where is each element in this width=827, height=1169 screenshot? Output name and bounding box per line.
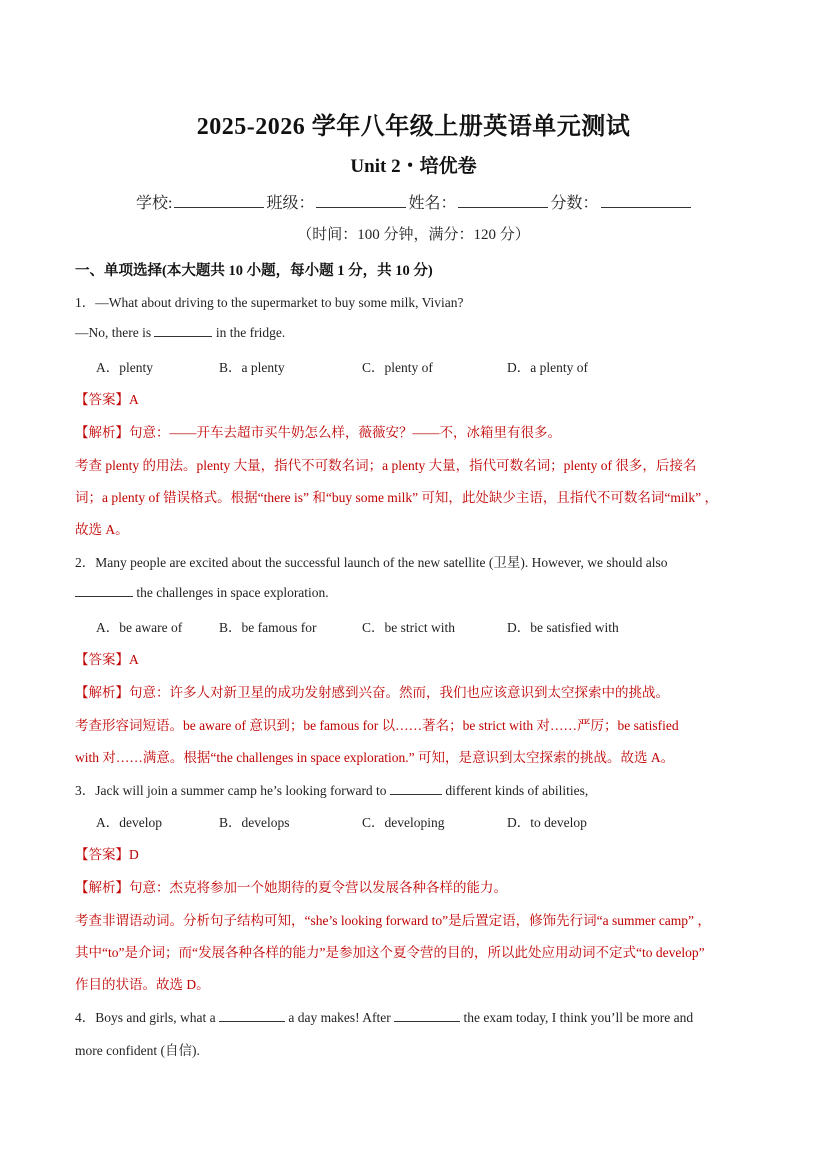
- q1-option-a: A．plenty: [96, 360, 153, 375]
- q1-option-d: D．a plenty of: [507, 360, 588, 375]
- page-subtitle: Unit 2・培优卷: [350, 156, 477, 177]
- q2-blank: [75, 584, 133, 597]
- q2-stem-post: the challenges in space exploration.: [133, 585, 329, 600]
- q1-analysis-3: 词；a plenty of 错误格式。根据“there is” 和“buy some milk” 可知，此处缺少主语，且指代不可数名词“milk” ，: [75, 490, 719, 505]
- q1-answer: 【答案】A: [75, 392, 139, 407]
- q1-analysis-1: [75, 421, 561, 441]
- q4-stem-mid: a day makes! After: [285, 1010, 395, 1025]
- q1-analysis-tag: 【解析】: [75, 425, 129, 440]
- q1-analysis-2: 考查 plenty 的用法。plenty 大量，指代不可数名词；a plenty 大量，指代可数名词；plenty of 很多，后接名: [75, 458, 697, 473]
- q3-analysis-4: 作目的状语。故选 D。: [75, 977, 210, 992]
- q1-option-b: B．a plenty: [219, 360, 285, 375]
- name-blank[interactable]: [458, 193, 548, 208]
- q3-stem-pre: 3．Jack will join a summer camp he’s looking forward to: [75, 783, 390, 798]
- section-heading: 一、单项选择(本大题共 10 小题，每小题 1 分，共 10 分): [75, 263, 433, 279]
- q1-reply-pre: —No, there is: [75, 325, 155, 340]
- q3-option-a: A．develop: [96, 815, 162, 830]
- q1-analysis-meaning: 句意：——开车去超市买牛奶怎么样，薇薇安？——不，冰箱里有很多。: [129, 425, 561, 440]
- q1-reply-post: in the fridge.: [212, 325, 286, 340]
- page-title: 2025-2026 学年八年级上册英语单元测试: [196, 114, 631, 140]
- q2-analysis-2: 考查形容词短语。be aware of 意识到；be famous for 以……著名；be strict with 对……严厉；be satisfied: [75, 718, 679, 733]
- q3-analysis-2: 考查非谓语动词。分析句子结构可知，“she’s looking forward to”是后置定语，修饰先行词“a summer camp” ，: [75, 913, 711, 928]
- q3-stem-post: different kinds of abilities,: [441, 783, 589, 798]
- q2-stem-2: [75, 584, 329, 601]
- q3-analysis-tag: 【解析】: [75, 880, 129, 895]
- q1-analysis-4: 故选 A。: [75, 522, 129, 537]
- q3-answer: 【答案】D: [75, 847, 139, 862]
- q4-blank-1: [219, 1009, 285, 1022]
- q2-option-a: A．be aware of: [96, 620, 183, 635]
- q2-analysis-3: with 对……满意。根据“the challenges in space exploration.” 可知，是意识到太空探索的挑战。故选 A。: [75, 750, 675, 765]
- school-label: 学校:: [136, 195, 173, 212]
- q1-option-c: C．plenty of: [362, 360, 433, 375]
- q2-stem: 2．Many people are excited about the successful launch of the new satellite (卫星). However, we should also: [75, 555, 668, 570]
- q2-option-c: C．be strict with: [362, 620, 455, 635]
- q2-option-d: D．be satisfied with: [507, 620, 619, 635]
- q3-analysis-1: [75, 876, 507, 896]
- q2-analysis-tag: 【解析】: [75, 685, 129, 700]
- q1-blank: [154, 324, 212, 337]
- q2-answer: 【答案】A: [75, 652, 139, 667]
- q3-option-b: B．develops: [219, 815, 290, 830]
- score-blank[interactable]: [601, 193, 691, 208]
- q2-analysis-1: [75, 681, 669, 701]
- q3-option-d: D．to develop: [507, 815, 587, 830]
- q3-stem: [75, 779, 588, 799]
- score-label: 分数：: [550, 195, 599, 212]
- q4-stem-post: the exam today, I think you’ll be more and: [460, 1010, 694, 1025]
- q3-analysis-meaning: 句意：杰克将参加一个她期待的夏令营以发展各种各样的能力。: [129, 880, 507, 895]
- q4-blank-2: [394, 1009, 460, 1022]
- q3-analysis-3: 其中“to”是介词；而“发展各种各样的能力”是参加这个夏令营的目的，所以此处应用动词不定式“to develop”: [75, 945, 705, 960]
- school-blank[interactable]: [174, 193, 264, 208]
- class-blank[interactable]: [316, 193, 406, 208]
- q2-option-b: B．be famous for: [219, 620, 317, 635]
- q1-reply: [75, 324, 285, 341]
- q3-option-c: C．developing: [362, 815, 445, 830]
- time-info: （时间：100 分钟，满分：120 分）: [297, 227, 530, 243]
- q4-stem-2: more confident (自信).: [75, 1043, 200, 1058]
- q1-stem: 1．—What about driving to the supermarket to buy some milk, Vivian?: [75, 295, 464, 310]
- q3-blank: [390, 782, 442, 795]
- q2-analysis-meaning: 句意：许多人对新卫星的成功发射感到兴奋。然而，我们也应该意识到太空探索中的挑战。: [129, 685, 669, 700]
- name-label: 姓名：: [408, 195, 457, 212]
- class-label: 班级：: [266, 195, 315, 212]
- q4-stem: [75, 1006, 693, 1026]
- student-info-line: [136, 190, 693, 213]
- q4-stem-pre: 4．Boys and girls, what a: [75, 1010, 219, 1025]
